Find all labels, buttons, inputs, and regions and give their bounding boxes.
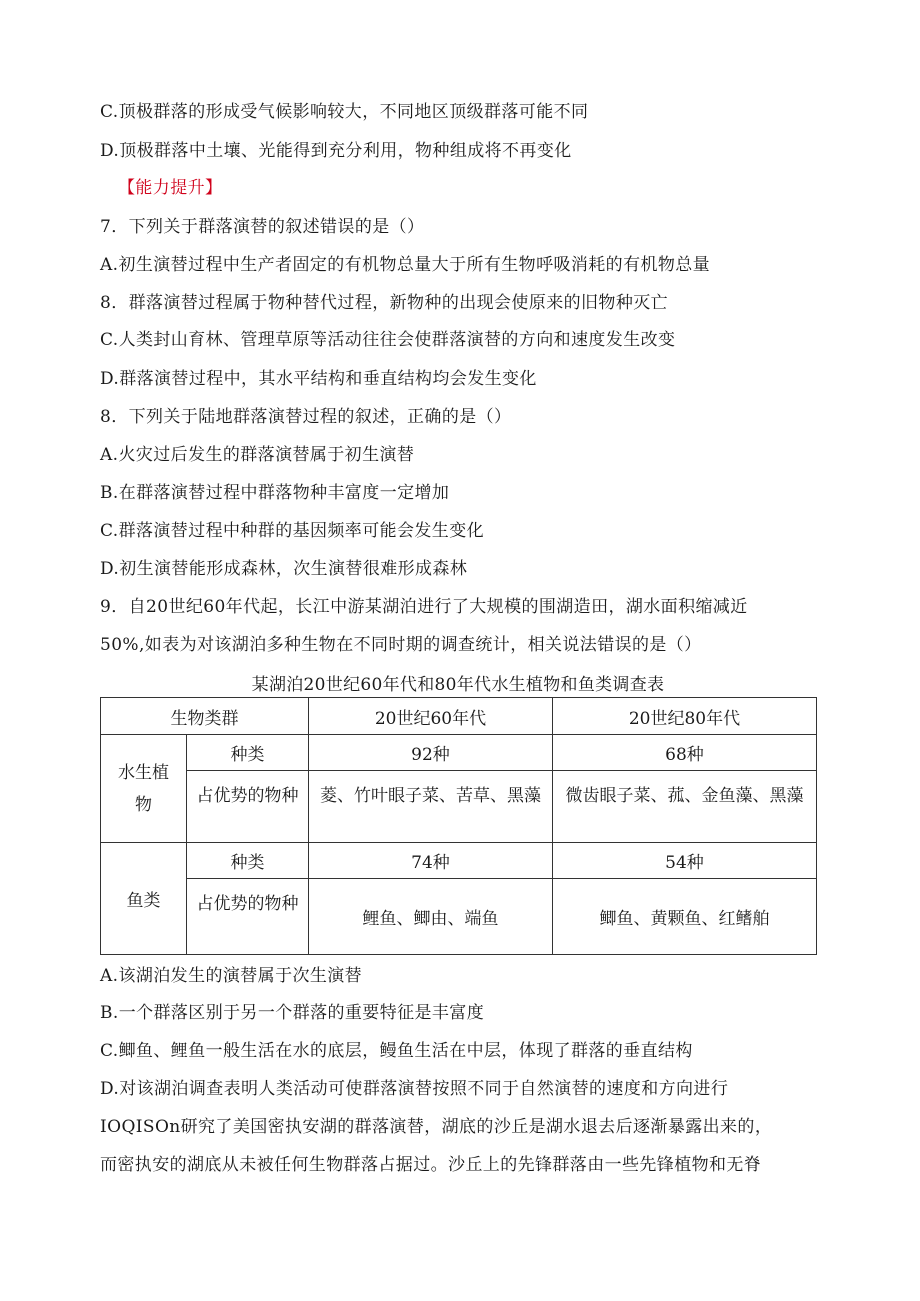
question-9-continued: 50%,如表为对该湖泊多种生物在不同时期的调查统计，相关说法错误的是（） [100, 635, 702, 655]
header-1980s: 20世纪80年代 [553, 698, 817, 735]
plants-1980s-dominant: 微齿眼子菜、菰、金鱼藻、黑藻 [553, 771, 817, 843]
plants-1960s-count: 92种 [309, 735, 553, 771]
fish-1960s-dominant: 鲤鱼、鲫由、端鱼 [309, 879, 553, 955]
table-caption: 某湖泊20世纪60年代和80年代水生植物和鱼类调查表 [251, 675, 665, 695]
plants-1980s-count: 68种 [553, 735, 817, 771]
question-9-option-c: C.鲫鱼、鲤鱼一般生活在水的底层，鳗鱼生活在中层，体现了群落的垂直结构 [100, 1041, 693, 1061]
plants-kinds-label: 种类 [187, 735, 309, 771]
question-7: 7．下列关于群落演替的叙述错误的是（） [100, 217, 425, 237]
question-8: 8．下列关于陆地群落演替过程的叙述，正确的是（） [100, 407, 512, 427]
row-label-fish: 鱼类 [101, 843, 187, 955]
question-7-option-d: D.群落演替过程中，其水平结构和垂直结构均会发生变化 [100, 369, 537, 389]
plants-dominant-label: 占优势的物种 [187, 771, 309, 843]
option-c-climax: C.顶极群落的形成受气候影响较大，不同地区顶级群落可能不同 [100, 102, 589, 122]
question-7-option-b: 8．群落演替过程属于物种替代过程，新物种的出现会使原来的旧物种灭亡 [100, 293, 669, 313]
fish-1960s-count: 74种 [309, 843, 553, 879]
plants-1960s-dominant: 菱、竹叶眼子菜、苦草、黑藻 [309, 771, 553, 843]
question-7-option-c: C.人类封山育林、管理草原等活动往往会使群落演替的方向和速度发生改变 [100, 330, 676, 350]
header-group: 生物类群 [101, 698, 309, 735]
question-9-option-d: D.对该湖泊调查表明人类活动可使群落演替按照不同于自然演替的速度和方向进行 [100, 1079, 729, 1099]
section-heading: 【能力提升】 [118, 178, 223, 198]
header-1960s: 20世纪60年代 [309, 698, 553, 735]
question-10-line-2: 而密执安的湖底从未被任何生物群落占据过。沙丘上的先锋群落由一些先锋植物和无脊 [100, 1155, 762, 1175]
option-d-climax: D.顶极群落中土壤、光能得到充分利用，物种组成将不再变化 [100, 141, 572, 161]
question-8-option-a: A.火灾过后发生的群落演替属于初生演替 [100, 445, 415, 465]
question-9: 9．自20世纪60年代起，长江中游某湖泊进行了大规模的围湖造田，湖水面积缩减近 [100, 597, 748, 617]
fish-kinds-label: 种类 [187, 843, 309, 879]
question-10-line-1: IOQISOn研究了美国密执安湖的群落演替，湖底的沙丘是湖水退去后逐渐暴露出来的， [100, 1117, 773, 1137]
question-8-option-c: C.群落演替过程中种群的基因频率可能会发生变化 [100, 521, 485, 541]
question-8-option-b: B.在群落演替过程中群落物种丰富度一定增加 [100, 483, 450, 503]
question-7-option-a: A.初生演替过程中生产者固定的有机物总量大于所有生物呼吸消耗的有机物总量 [100, 255, 711, 275]
fish-1980s-dominant: 鲫鱼、黄颗鱼、红鳍舶 [553, 879, 817, 955]
fish-dominant-label: 占优势的物种 [187, 879, 309, 955]
question-9-option-b: B.一个群落区别于另一个群落的重要特征是丰富度 [100, 1003, 485, 1023]
row-label-plants: 水生植物 [101, 735, 187, 843]
question-8-option-d: D.初生演替能形成森林，次生演替很难形成森林 [100, 559, 468, 579]
question-9-option-a: A.该湖泊发生的演替属于次生演替 [100, 966, 363, 986]
fish-1980s-count: 54种 [553, 843, 817, 879]
survey-table [100, 697, 817, 955]
